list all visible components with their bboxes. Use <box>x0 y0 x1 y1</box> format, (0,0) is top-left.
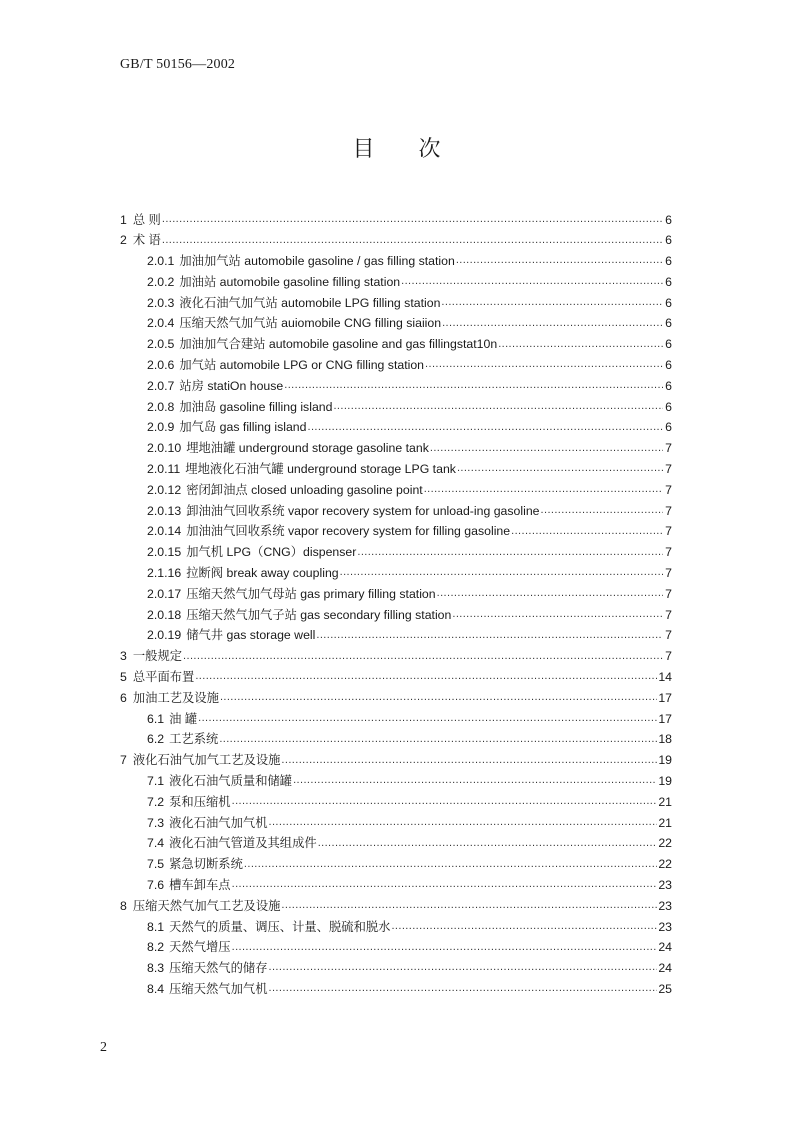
toc-entry[interactable] <box>120 850 672 871</box>
toc-entry-title: 加油岛 gasoline filling island <box>179 399 333 414</box>
toc-entry-title: 加油加气合建站 automobile gasoline and gas fillingstat10n <box>179 337 498 352</box>
toc-entry[interactable] <box>120 600 672 621</box>
toc-entry-page: 21 <box>658 794 672 809</box>
toc-entry-number: 2.0.11 <box>147 462 181 477</box>
toc-entry[interactable] <box>120 205 672 226</box>
toc-entry-number: 8.2 <box>147 940 165 955</box>
toc-entry-number: 2.0.8 <box>147 399 175 414</box>
toc-leader-dots <box>281 755 657 766</box>
toc-entry-title: 液化石油气加气工艺及设施 <box>132 753 281 768</box>
toc-leader-dots <box>316 630 663 641</box>
toc-leader-dots <box>195 671 657 682</box>
toc-entry-title: 液化石油气管道及其组成件 <box>169 836 317 851</box>
toc-entry-title: 加油站 automobile gasoline filling station <box>179 274 401 289</box>
toc-leader-dots <box>220 692 657 703</box>
toc-entry[interactable] <box>120 351 672 372</box>
toc-leader-dots <box>541 505 663 516</box>
toc-entry[interactable] <box>120 871 672 892</box>
toc-leader-dots <box>269 962 658 973</box>
toc-entry-number: 8.4 <box>147 981 165 996</box>
toc-entry-title: 压缩天然气的储存 <box>169 961 268 976</box>
toc-entry[interactable] <box>120 288 672 309</box>
toc-entry-number: 2.0.17 <box>147 586 182 601</box>
toc-leader-dots <box>425 359 663 370</box>
toc-entry-page: 17 <box>658 711 672 726</box>
toc-entry-number: 2.0.1 <box>147 254 175 269</box>
toc-entry-page: 7 <box>665 524 672 539</box>
toc-leader-dots <box>307 422 663 433</box>
toc-entry[interactable] <box>120 746 672 767</box>
toc-entry-title: 液化石油气质量和储罐 <box>169 774 293 789</box>
toc-leader-dots <box>511 526 663 537</box>
toc-entry[interactable] <box>120 663 672 684</box>
toc-entry-number: 2.0.3 <box>147 295 175 310</box>
toc-entry-page: 6 <box>665 378 672 393</box>
toc-leader-dots <box>441 297 663 308</box>
toc-entry-number: 7.2 <box>147 794 165 809</box>
toc-entry-page: 7 <box>665 441 672 456</box>
toc-entry-page: 6 <box>665 212 672 227</box>
toc-entry-title: 液化石油气加气站 automobile LPG filling station <box>179 295 441 310</box>
toc-entry-page: 6 <box>665 274 672 289</box>
toc-entry[interactable] <box>120 933 672 954</box>
toc-entry-number: 6.1 <box>147 711 165 726</box>
standard-code: GB/T 50156—2002 <box>120 57 236 72</box>
toc-entry[interactable] <box>120 247 672 268</box>
toc-entry-title: 泵和压缩机 <box>169 794 231 809</box>
toc-entry-page: 25 <box>658 981 672 996</box>
toc-entry-title: 压缩天然气加气子站 gas secondary filling station <box>186 607 452 622</box>
toc-entry[interactable] <box>120 621 672 642</box>
toc-leader-dots <box>219 734 657 745</box>
toc-entry-number: 2.0.15 <box>147 545 182 560</box>
toc-leader-dots <box>183 651 663 662</box>
toc-leader-dots <box>452 609 663 620</box>
toc-entry-page: 24 <box>658 940 672 955</box>
toc-entry-title: 天然气的质量、调压、计量、脱硫和脱水 <box>169 919 391 934</box>
toc-entry-title: 天然气增压 <box>169 940 231 955</box>
toc-entry-number: 2.0.7 <box>147 378 175 393</box>
toc-entry-number: 3 <box>120 649 127 664</box>
toc-entry[interactable] <box>120 829 672 850</box>
toc-entry-title: 紧急切断系统 <box>169 857 243 872</box>
title-char-2: 次 <box>418 137 441 162</box>
toc-entry-title: 卸油油气回收系统 vapor recovery system for unload-ing gasoline <box>186 503 540 518</box>
toc-entry[interactable] <box>120 974 672 995</box>
toc-leader-dots <box>232 796 658 807</box>
toc-leader-dots <box>284 380 663 391</box>
toc-entry-title: 术 语 <box>132 233 161 248</box>
toc-entry-page: 23 <box>658 878 672 892</box>
toc-entry[interactable] <box>120 704 672 725</box>
toc-entry-page: 6 <box>665 399 672 414</box>
toc-entry[interactable] <box>120 392 672 413</box>
toc-leader-dots <box>442 318 663 329</box>
toc-leader-dots <box>162 235 663 246</box>
toc-leader-dots <box>318 838 658 849</box>
toc-leader-dots <box>401 276 663 287</box>
toc-entry[interactable] <box>120 434 672 455</box>
toc-entry-title: 油 罐 <box>169 711 198 726</box>
toc-entry-title: 加气站 automobile LPG or CNG filling station <box>179 358 425 373</box>
toc-leader-dots <box>269 817 658 828</box>
toc-entry-title: 工艺系统 <box>169 732 219 747</box>
toc-leader-dots <box>430 443 663 454</box>
toc-entry-title: 总平面布置 <box>132 670 195 685</box>
toc-entry-page: 7 <box>665 545 672 560</box>
toc-entry-number: 7.4 <box>147 836 165 851</box>
toc-entry-number: 7.1 <box>147 774 165 789</box>
toc-entry-title: 液化石油气加气机 <box>169 815 268 830</box>
toc-leader-dots <box>232 879 658 890</box>
toc-leader-dots <box>269 983 658 994</box>
toc-entry-page: 6 <box>665 233 672 248</box>
toc-leader-dots <box>162 214 663 225</box>
page-number: 2 <box>100 1040 107 1055</box>
toc-entry-number: 7.6 <box>147 878 165 892</box>
toc-entry-number: 2 <box>120 233 127 248</box>
toc-entry-title: 槽车卸车点 <box>169 878 231 892</box>
toc-leader-dots <box>198 713 657 724</box>
toc-entry-page: 7 <box>665 586 672 601</box>
toc-entry[interactable] <box>120 642 672 663</box>
table-of-contents <box>120 205 672 995</box>
toc-entry-number: 1 <box>120 212 127 227</box>
toc-entry[interactable] <box>120 517 672 538</box>
toc-entry-title: 压缩天然气加气母站 gas primary filling station <box>186 586 436 601</box>
toc-entry[interactable] <box>120 891 672 912</box>
toc-entry-title: 压缩天然气加气工艺及设施 <box>132 898 281 913</box>
toc-entry-number: 7.3 <box>147 815 165 830</box>
toc-entry-page: 7 <box>665 607 672 622</box>
toc-entry-title: 加油工艺及设施 <box>132 690 219 705</box>
toc-entry-number: 2.0.13 <box>147 503 182 518</box>
toc-entry[interactable] <box>120 787 672 808</box>
toc-entry-title: 加油加气站 automobile gasoline / gas filling station <box>179 254 455 269</box>
toc-entry-page: 18 <box>658 732 672 747</box>
toc-leader-dots <box>340 567 663 578</box>
toc-entry-page: 19 <box>658 753 672 768</box>
toc-entry-number: 7 <box>120 753 127 768</box>
toc-entry[interactable] <box>120 912 672 933</box>
toc-leader-dots <box>333 401 663 412</box>
toc-entry-page: 6 <box>665 420 672 435</box>
toc-entry-page: 7 <box>665 566 672 581</box>
toc-entry-number: 2.0.5 <box>147 337 175 352</box>
toc-entry-title: 埋地液化石油气罐 underground storage LPG tank <box>185 462 456 477</box>
toc-entry[interactable] <box>120 226 672 247</box>
toc-entry[interactable] <box>120 559 672 580</box>
toc-leader-dots <box>456 255 663 266</box>
toc-entry-title: 加气岛 gas filling island <box>179 420 307 435</box>
title-char-1: 目 <box>352 137 375 162</box>
toc-entry[interactable] <box>120 767 672 788</box>
toc-entry-page: 7 <box>665 649 672 664</box>
toc-entry-number: 6 <box>120 690 127 705</box>
toc-entry-number: 8 <box>120 898 127 913</box>
toc-entry-number: 6.2 <box>147 732 165 747</box>
toc-entry-number: 2.0.6 <box>147 358 175 373</box>
toc-entry-number: 2.0.4 <box>147 316 175 331</box>
toc-entry-page: 21 <box>658 815 672 830</box>
toc-leader-dots <box>437 588 663 599</box>
toc-entry-page: 7 <box>665 482 672 497</box>
toc-entry-number: 2.0.9 <box>147 420 175 435</box>
toc-entry-page: 19 <box>658 774 672 789</box>
toc-entry-page: 24 <box>658 961 672 976</box>
toc-entry-page: 22 <box>658 857 672 872</box>
toc-entry[interactable] <box>120 309 672 330</box>
toc-entry-page: 6 <box>665 337 672 352</box>
toc-entry-title: 储气井 gas storage well <box>186 628 316 643</box>
toc-entry[interactable] <box>120 330 672 351</box>
page-title <box>0 132 793 163</box>
toc-entry[interactable] <box>120 371 672 392</box>
toc-leader-dots <box>391 921 657 932</box>
toc-entry-title: 站房 statiOn house <box>179 378 284 393</box>
toc-entry-number: 2.0.18 <box>147 607 182 622</box>
toc-leader-dots <box>457 463 663 474</box>
toc-entry[interactable] <box>120 475 672 496</box>
toc-leader-dots <box>293 775 657 786</box>
toc-entry-number: 8.3 <box>147 961 165 976</box>
toc-entry-title: 一般规定 <box>132 649 183 664</box>
toc-entry-page: 6 <box>665 316 672 331</box>
toc-leader-dots <box>498 339 663 350</box>
toc-leader-dots <box>357 547 663 558</box>
toc-entry-title: 拉断阀 break away coupling <box>186 566 339 581</box>
toc-entry-number: 2.0.12 <box>147 482 182 497</box>
toc-leader-dots <box>281 900 657 911</box>
toc-entry-page: 14 <box>658 670 672 685</box>
toc-entry-title: 压缩天然气加气站 auiomobile CNG filling siaiion <box>179 316 442 331</box>
toc-leader-dots <box>232 942 658 953</box>
toc-entry-page: 22 <box>658 836 672 851</box>
toc-entry-number: 7.5 <box>147 857 165 872</box>
toc-entry[interactable] <box>120 579 672 600</box>
toc-entry-number: 8.1 <box>147 919 165 934</box>
toc-leader-dots <box>424 484 663 495</box>
toc-entry[interactable] <box>120 808 672 829</box>
toc-entry[interactable] <box>120 954 672 975</box>
toc-entry-page: 7 <box>665 503 672 518</box>
toc-entry-title: 加油油气回收系统 vapor recovery system for filling gasoline <box>186 524 511 539</box>
toc-entry-title: 压缩天然气加气机 <box>169 981 268 996</box>
toc-entry-number: 5 <box>120 670 127 685</box>
toc-entry-title: 埋地油罐 underground storage gasoline tank <box>186 441 429 456</box>
toc-entry-page: 23 <box>658 898 672 913</box>
toc-entry-title: 总 则 <box>132 212 161 227</box>
toc-entry-title: 加气机 LPG（CNG）dispenser <box>186 545 357 560</box>
toc-entry-page: 6 <box>665 358 672 373</box>
toc-leader-dots <box>244 859 657 870</box>
toc-entry-page: 6 <box>665 295 672 310</box>
toc-entry-page: 6 <box>665 254 672 269</box>
toc-entry[interactable] <box>120 496 672 517</box>
toc-entry-number: 2.0.10 <box>147 441 182 456</box>
toc-entry[interactable] <box>120 683 672 704</box>
toc-entry-page: 7 <box>665 628 672 643</box>
toc-entry-number: 2.0.2 <box>147 274 175 289</box>
toc-entry-number: 2.0.19 <box>147 628 182 643</box>
toc-entry-title: 密闭卸油点 closed unloading gasoline point <box>186 482 423 497</box>
toc-entry[interactable] <box>120 725 672 746</box>
toc-entry[interactable] <box>120 455 672 476</box>
toc-entry-page: 17 <box>658 690 672 705</box>
toc-entry-number: 2.0.14 <box>147 524 182 539</box>
toc-entry-page: 23 <box>658 919 672 934</box>
toc-entry-page: 7 <box>665 462 672 477</box>
toc-entry-number: 2.1.16 <box>147 566 182 581</box>
toc-entry[interactable] <box>120 413 672 434</box>
toc-entry[interactable] <box>120 267 672 288</box>
toc-entry[interactable] <box>120 538 672 559</box>
